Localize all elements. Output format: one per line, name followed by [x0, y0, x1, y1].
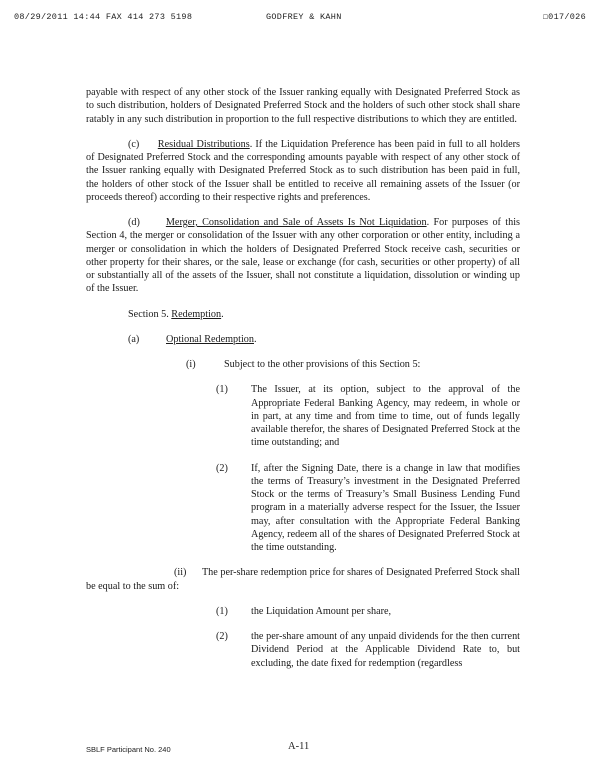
paragraph-d-label: (d)	[128, 217, 140, 228]
clause-ii-1	[86, 605, 520, 618]
clause-i-1-label: (1)	[216, 384, 228, 396]
paragraph-d	[86, 216, 520, 296]
page-number: A-11	[288, 741, 310, 752]
clause-ii-text: The per-share redemption price for shares of Designated Preferred Stock shall be equal to the sum of:	[86, 567, 521, 592]
clause-ii-1-text: the Liquidation Amount per share,	[251, 605, 392, 617]
clause-ii	[86, 566, 520, 593]
fax-page-mark: ☐017/026	[542, 12, 586, 22]
clause-i-1	[86, 383, 520, 449]
subsection-a	[86, 333, 520, 346]
subsection-a-label: (a)	[128, 333, 140, 345]
section-prefix: Section 5.	[128, 308, 172, 320]
paragraph-d-heading: Merger, Consolidation and Sale of Assets Is Not Liquidation	[165, 217, 427, 228]
clause-ii-label: (ii)	[174, 567, 187, 579]
subsection-a-heading: Optional Redemption	[166, 333, 254, 345]
clause-i-1-text: The Issuer, at its option, subject to the approval of the Appropriate Federal Banking Agency, may redeem, in whole or in part, at any time and from time to time, out of funds legally available therefor, the shares of Designated Preferred Stock at the time outstanding; and	[251, 384, 520, 449]
clause-ii-2	[86, 630, 520, 670]
fax-datetime: 08/29/2011 14:44 FAX 414 273 5198	[14, 12, 193, 22]
paragraph-d-text: . For purposes of this Section 4, the merger or consolidation of the Issuer with any other corporation or other entity, including a merger or consolidation in which the holders of Designated Preferred Stock receive cash, securities or other property for their shares, or the sale, lease or exchange (for cash, securities or other property) of all or substantially all of the assets of the Issuer, shall not constitute a liquidation, dissolution or winding up of the Issuer.	[86, 217, 521, 295]
subsection-a-title	[166, 333, 520, 346]
section-suffix: .	[221, 308, 224, 320]
clause-i-text: Subject to the other provisions of this Section 5:	[224, 359, 421, 370]
clause-ii-2-text: the per-share amount of any unpaid dividends for the then current Dividend Period at the Applicable Dividend Rate to, but excluding, the date fixed for redemption (regardless	[251, 631, 520, 669]
clause-i-label: (i)	[186, 359, 196, 370]
paragraph-c	[86, 138, 520, 204]
document-body	[86, 86, 520, 670]
clause-ii-2-label: (2)	[216, 631, 228, 642]
paragraph-c-text: . If the Liquidation Preference has been paid in full to all holders of Designated Preferred Stock and the corresponding amounts payable with respect of any other stock of the Issuer ranking equally with Designated Preferred Stock as to such distribution has been paid in full, the holders of other stock of the Issuer shall be entitled to receive all remaining assets of the Issuer (or proceeds thereof) according to their respective rights and preferences.	[86, 138, 521, 203]
section-title: Redemption	[171, 308, 222, 320]
paragraph-c-heading: Residual Distributions	[157, 138, 250, 150]
participant-number: SBLF Participant No. 240	[86, 745, 171, 754]
fax-sender: GODFREY & KAHN	[266, 12, 342, 22]
subsection-a-suffix: .	[254, 333, 257, 345]
fax-header	[14, 12, 586, 26]
continued-paragraph: payable with respect of any other stock of the Issuer ranking equally with Designated Preferred Stock as to such distribution, holders of Designated Preferred Stock and the holders of such other stock shall share ratably in any such distribution in proportion to the full respective distributions to which they are entitled.	[86, 87, 520, 125]
paragraph-c-label: (c)	[128, 138, 140, 150]
clause-ii-1-label: (1)	[216, 605, 228, 617]
clause-i-2	[86, 462, 520, 555]
clause-i	[86, 358, 520, 371]
clause-i-2-label: (2)	[216, 462, 228, 474]
clause-i-2-text: If, after the Signing Date, there is a change in law that modifies the terms of Treasury’s investment in the Designated Preferred Stock or the terms of Treasury’s Small Business Lending Fund program in a materially adverse respect for the Issuer, the Issuer may, after consultation with the Appropriate Federal Banking Agency, redeem all of the shares of Designated Preferred Stock at the time outstanding.	[251, 462, 520, 553]
section-5-heading	[86, 308, 520, 321]
